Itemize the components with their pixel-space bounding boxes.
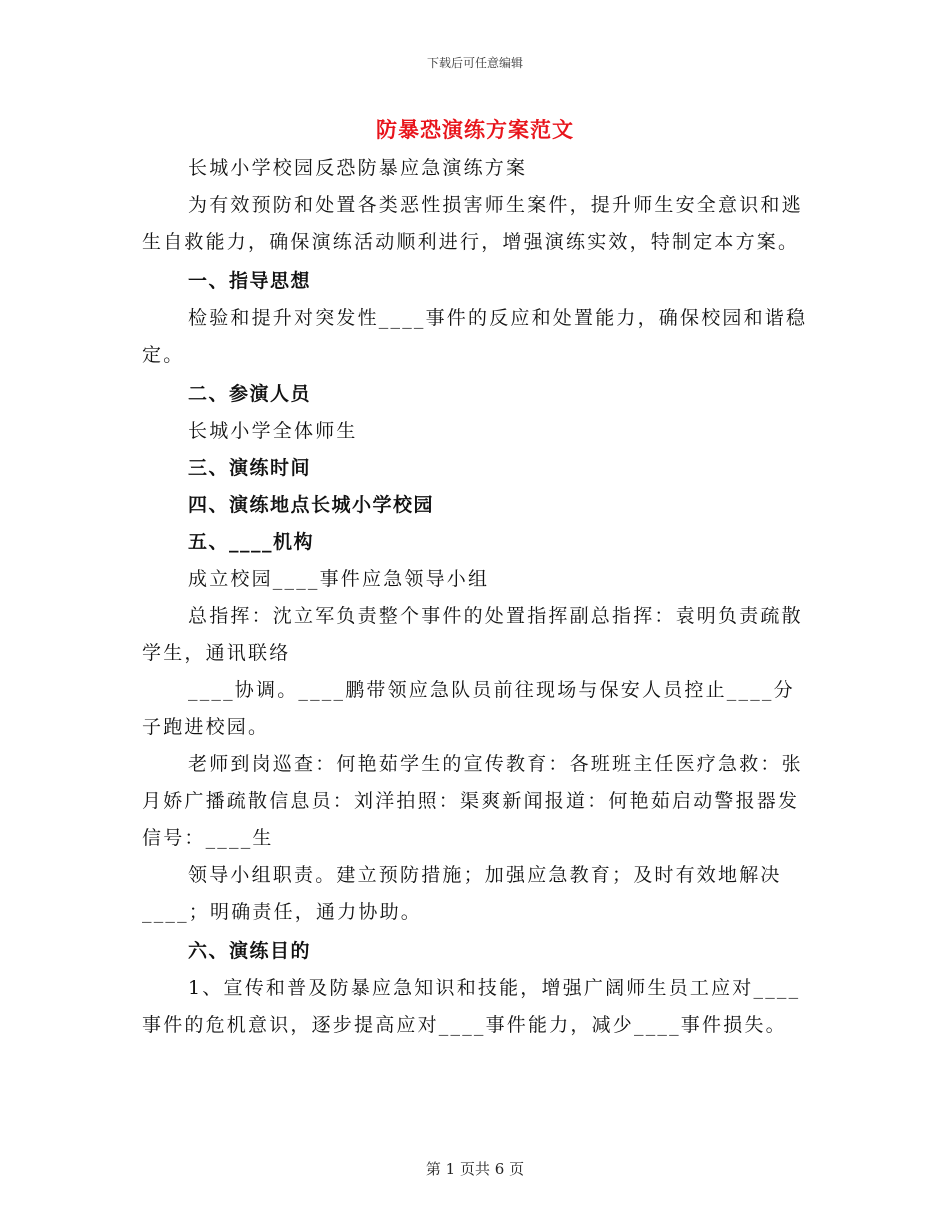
subtitle-paragraph: 长城小学校园反恐防暴应急演练方案 [188,157,528,179]
section-heading-drill-purpose: 六、演练目的 [188,940,312,962]
document-body [142,150,808,1044]
section-heading-drill-time: 三、演练时间 [188,457,312,479]
section-heading-participants: 二、参演人员 [188,383,312,405]
section-heading-guiding-ideology: 一、指导思想 [188,270,312,292]
participants-paragraph: 长城小学全体师生 [188,420,358,442]
section-heading-drill-location: 四、演练地点长城小学校园 [188,494,435,516]
organization-paragraph-5: 领导小组职责。建立预防措施；加强应急教育；及时有效地解决____；明确责任，通力协助。 [142,864,782,923]
organization-paragraph-2: 总指挥：沈立军负责整个事件的处置指挥副总指挥：袁明负责疏散学生，通讯联络 [142,605,803,664]
organization-paragraph-3: ____协调。____鹏带领应急队员前往现场与保安人员控止____分子跑进校园。 [142,679,795,738]
document-title: 防暴恐演练方案范文 [376,117,574,142]
organization-paragraph-1: 成立校园____事件应急领导小组 [188,568,490,590]
page-footer: 第 1 页共 6 页 [425,1160,525,1178]
intro-paragraph: 为有效预防和处置各类恶性损害师生案件，提升师生安全意识和逃生自救能力，确保演练活动顺利进行，增强演练实效，特制定本方案。 [142,194,803,253]
organization-paragraph-4: 老师到岗巡查：何艳茹学生的宣传教育：各班班主任医疗急救：张月娇广播疏散信息员：刘洋拍照：渠爽新闻报道：何艳茹启动警报器发信号：____生 [142,753,803,849]
section-heading-organization: 五、____机构 [188,531,315,553]
drill-purpose-paragraph-1: 1、宣传和普及防暴应急知识和技能，增强广阔师生员工应对____事件的危机意识，逐步提高应对____事件能力，减少____事件损失。 [142,977,801,1036]
guiding-ideology-paragraph: 检验和提升对突发性____事件的反应和处置能力，确保校园和谐稳定。 [142,307,808,366]
header-note: 下载后可任意编辑 [426,56,523,70]
